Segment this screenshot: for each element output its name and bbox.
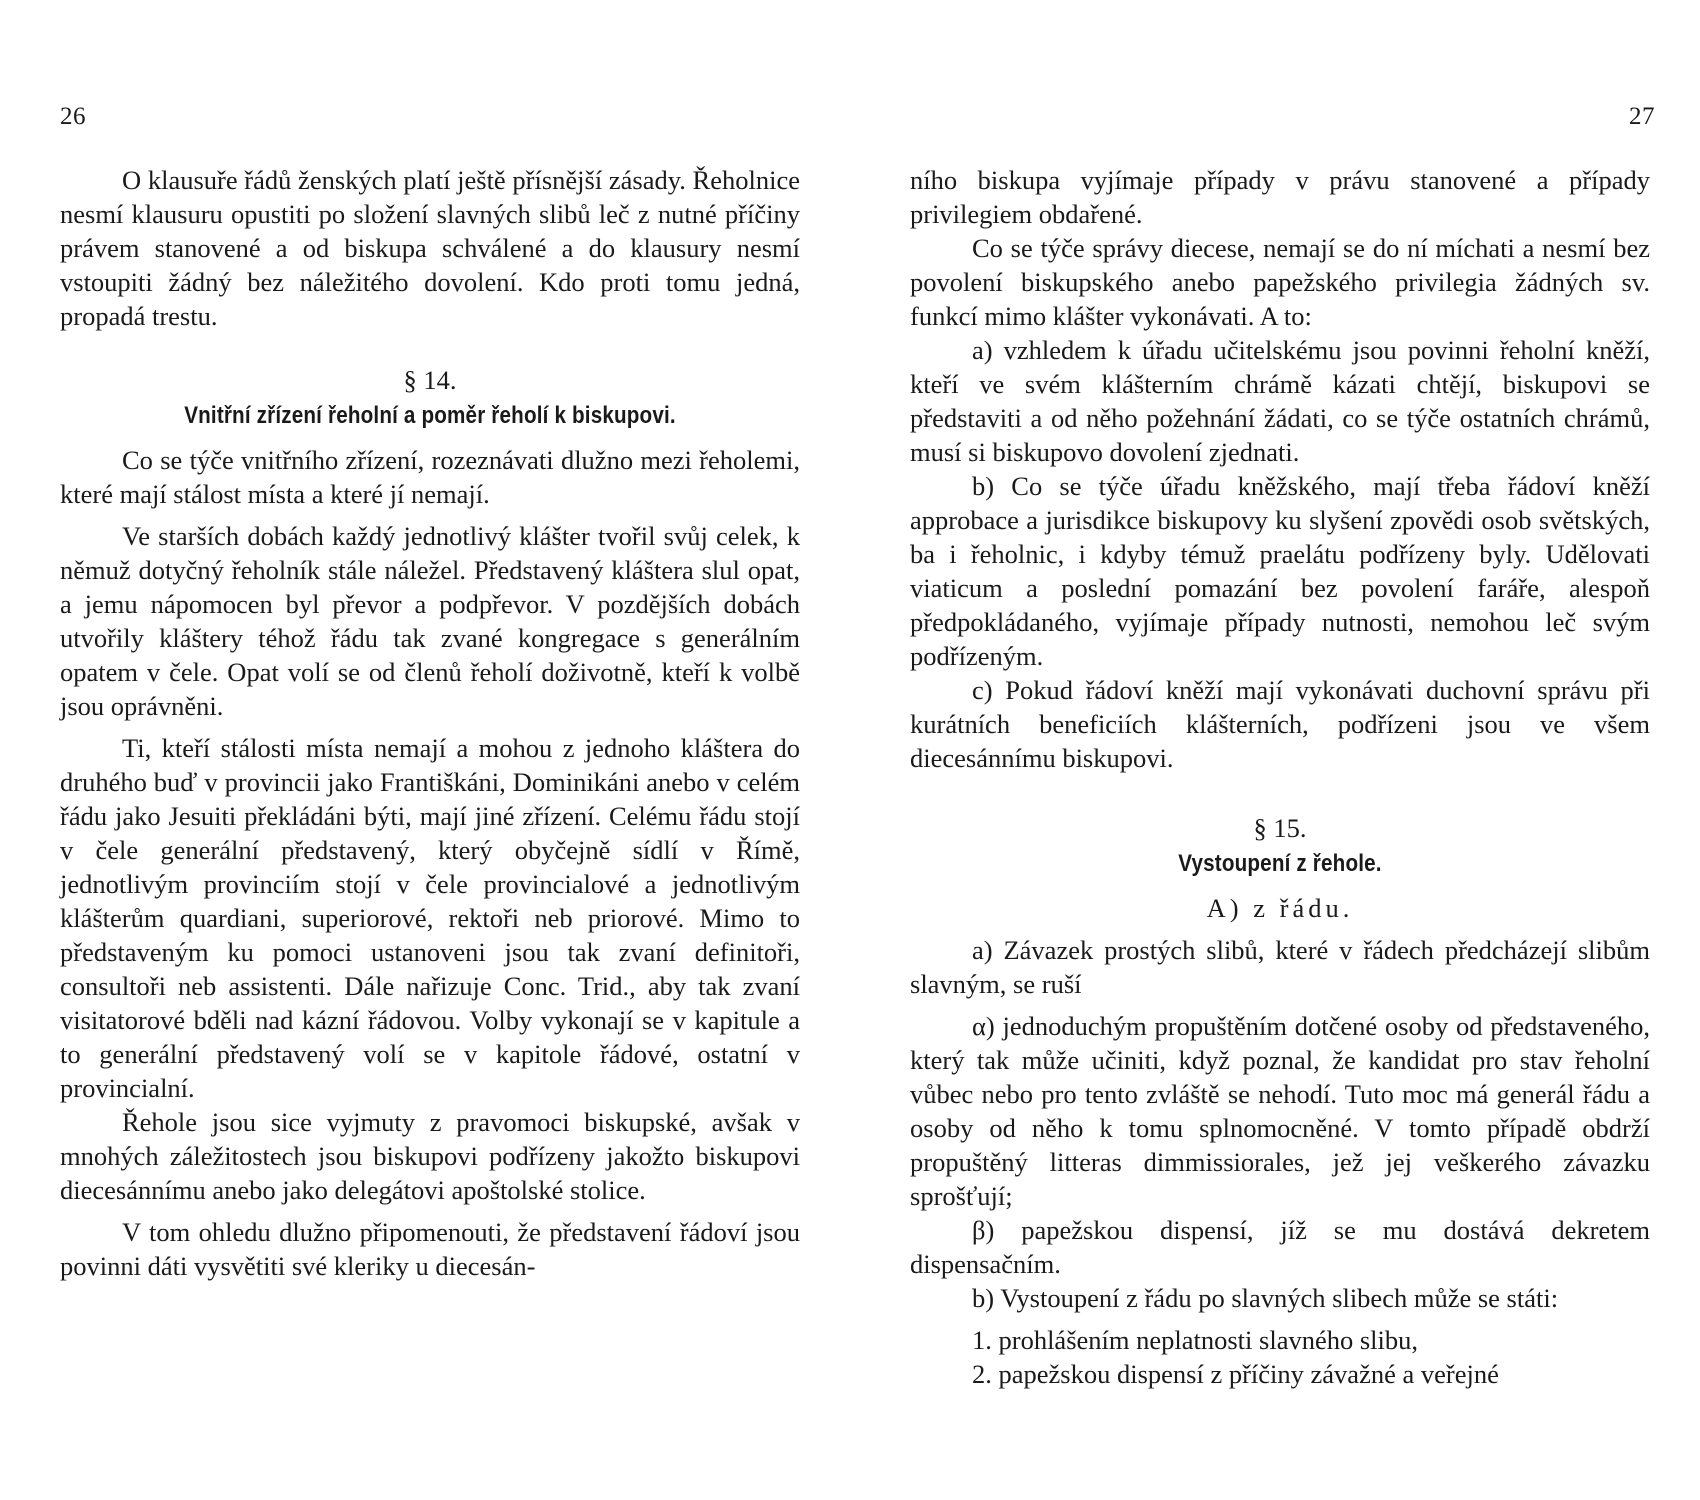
paragraph: c) Pokud řádoví kněží mají vykonávati duchovní správu při kurátních beneficiích klášterních, podřízeni jsou ve všem diecesánnímu biskupovi. (910, 675, 1650, 773)
paragraph: Řehole jsou sice vyjmuty z pravomoci biskupské, avšak v mnohých záležitostech jsou biskupovi podřízeny jakožto biskupovi diecesánnímu anebo jako delegátovi apoštolské stolice. (60, 1107, 800, 1205)
paragraph: V tom ohledu dlužno připomenouti, že představení řádoví jsou povinni dáti vysvětiti své kleriky u diecesán- (60, 1217, 800, 1281)
paragraph: ního biskupa vyjímaje případy v právu stanovené a případy privilegiem obdařené. (910, 165, 1650, 229)
paragraph: a) vzhledem k úřadu učitelskému jsou povinni řeholní kněží, kteří ve svém klášterním chrámě kázati chtějí, biskupovi se představiti a od něho požehnání žádati, co se týče ostatních chrámů, musí si biskupovo dovolení zjednati. (910, 335, 1650, 467)
paragraph: b) Co se týče úřadu kněžského, mají třeba řádoví kněží approbace a jurisdikce biskupovy ku slyšení zpovědi osob světských, ba i řeholnic, i kdyby témuž praelátu podřízeny byly. Udělovati viaticum a poslední pomazání bez povolení faráře, alespoň předpokládaného, vyjímaje případy nutnosti, nemohou leč svým podřízeným. (910, 471, 1650, 671)
paragraph: α) jednoduchým propuštěním dotčené osoby od představeného, který tak může učiniti, když poznal, že kandidat pro stav řeholní vůbec nebo pro tento zvláště se nehodí. Tuto moc má generál řádu a osoby od něho k tomu splnomocněné. V tomto případě obdrží propuštěný litteras dimmissiorales, jež jej veškerého závazku sprošťují; (910, 1011, 1650, 1211)
subsection-heading: A) z řádu. (1206, 893, 1354, 923)
paragraph: O klausuře řádů ženských platí ještě přísnější zásady. Řeholnice nesmí klausuru opustiti po složení slavných slibů leč z nutné příčiny právem stanovené a od biskupa schválené a do klausury nesmí vstoupiti žádný bez náležitého dovolení. Kdo proti tomu jedná, propadá trestu. (60, 165, 800, 331)
section-number: § 14. (403, 365, 457, 395)
paragraph: b) Vystoupení z řádu po slavných slibech může se státi: (972, 1283, 1559, 1313)
paragraph: Co se týče správy diecese, nemají se do ní míchati a nesmí bez povolení biskupského anebo papežského privilegia žádných sv. funkcí mimo klášter vykonávati. A to: (910, 233, 1650, 331)
list-item: 2. papežskou dispensí z příčiny závažné a veřejné (972, 1359, 1499, 1389)
section-number: § 15. (1253, 813, 1307, 843)
paragraph: Ti, kteří stálosti místa nemají a mohou z jednoho kláštera do druhého buď v provincii jako Františkáni, Dominikáni anebo v celém řádu jako Jesuiti překládáni býti, mají jiné zřízení. Celému řádu stojí v čele generální představený, který obyčejně sídlí v Římě, jednotlivým provinciím stojí v čele provincialové a jednotlivým klášterům quardiani, superiorové, rektoři neb priorové. Mimo to představeným ku pomoci ustanoveni jsou tak zvaní definitoři, consultoři neb assistenti. Dále nařizuje Conc. Trid., aby tak zvaní visitatorové bděli nad kázní řádovou. Volby vykonají se v kapitule a to generální představený volí se v kapitole řádové, ostatní v provincialní. (60, 733, 800, 1103)
section-heading: Vystoupení z řehole. (1178, 850, 1382, 877)
paragraph: Ve starších dobách každý jednotlivý klášter tvořil svůj celek, k němuž dotyčný řeholník stále náležel. Představený kláštera slul opat, a jemu nápomocen byl převor a podpřevor. V pozdějších dobách utvořily kláštery téhož řádu tak zvané kongregace s generálním opatem v čele. Opat volí se od členů řeholí doživotně, kteří k volbě jsou oprávněni. (60, 521, 800, 721)
page-body (60, 163, 800, 1283)
paragraph: β) papežskou dispensí, jíž se mu dostává dekretem dispensačním. (910, 1215, 1650, 1279)
page-body (910, 163, 1650, 1391)
paragraph: a) Závazek prostých slibů, které v řádech předcházejí slibům slavným, se ruší (910, 935, 1650, 999)
paragraph: Co se týče vnitřního zřízení, rozeznávati dlužno mezi řeholemi, které mají stálost místa a které jí nemají. (60, 445, 800, 509)
section-heading: Vnitřní zřízení řeholní a poměr řeholí k biskupovi. (184, 402, 676, 429)
page-number: 27 (1629, 103, 1655, 130)
page-number: 26 (60, 103, 86, 130)
list-item: 1. prohlášením neplatnosti slavného slibu, (972, 1325, 1419, 1355)
